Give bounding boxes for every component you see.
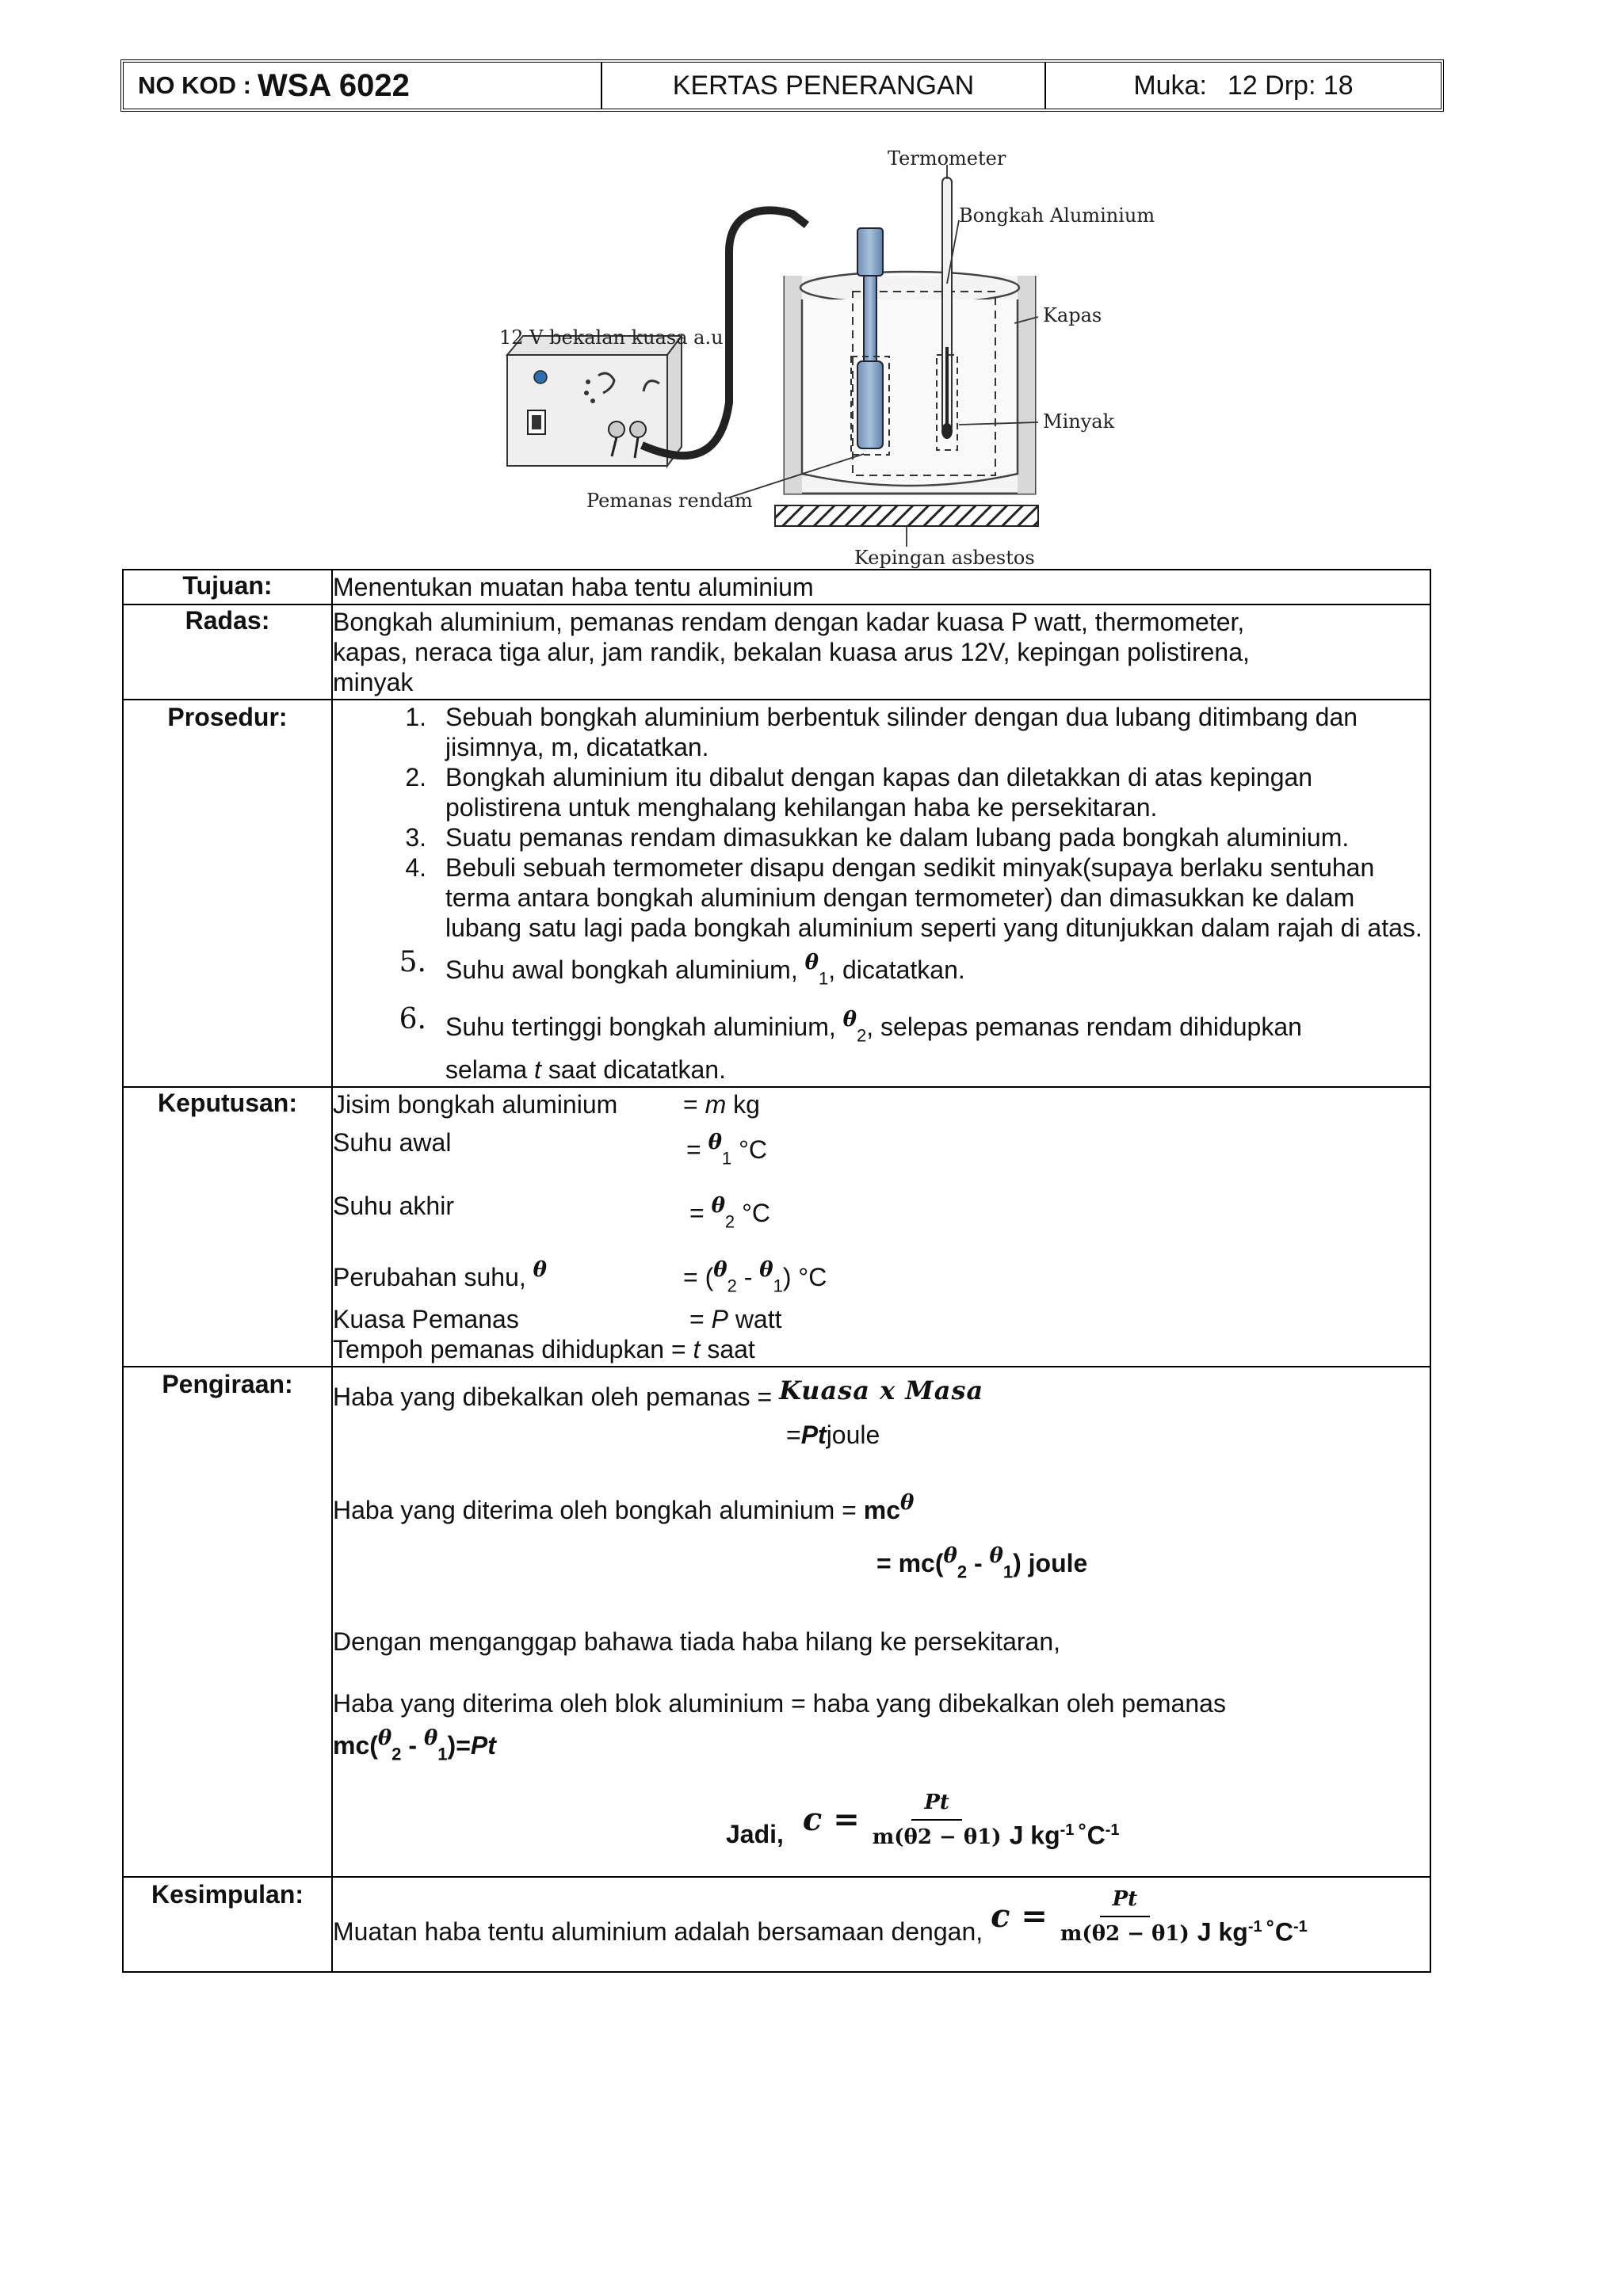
formula-unit: J $kg^{-1}$ $˚C^{-1}$ <box>1009 1821 1120 1851</box>
result-suhu-awal: Suhu awal = $^\theta_1$ °C <box>333 1127 767 1169</box>
formula-unit: J $kg^{-1}$ $˚C^{-1}$ <box>1197 1918 1308 1947</box>
document-type: KERTAS PENERANGAN <box>672 70 975 101</box>
label-termometer: Termometer <box>888 147 1006 170</box>
label-kepingan-asbestos: Kepingan asbestos <box>854 547 1035 569</box>
tujuan-label: Tujuan: <box>123 570 332 605</box>
header-page-cell <box>1046 63 1441 109</box>
theta-symbol: θ <box>708 1130 722 1154</box>
row-kesimpulan <box>123 1877 1430 1972</box>
row-prosedur <box>123 700 1430 1087</box>
theta-symbol: θ <box>711 1194 725 1219</box>
calc-line-4: = mc($^\theta_2$ - $^\theta_1$) joule <box>876 1543 1088 1582</box>
procedure-step-5: 5. Suhu awal bongkah aluminium, $^\theta_1$, dicatatkan. <box>399 946 965 989</box>
theta-symbol: θ <box>533 1257 547 1282</box>
radas-text <box>332 605 1430 700</box>
prosedur-label: Prosedur: <box>123 700 332 1087</box>
theta-symbol: θ <box>804 951 819 974</box>
calc-line-5: Dengan menganggap bahawa tiada haba hilang ke persekitaran, <box>333 1627 1061 1657</box>
header-title-cell <box>602 63 1046 109</box>
label-minyak: Minyak <box>1043 410 1115 433</box>
procedure-step-6-cont: selama t saat dicatatkan. <box>445 1055 726 1084</box>
keputusan-label: Keputusan: <box>123 1087 332 1367</box>
prosedur-content <box>332 700 1430 1087</box>
theta-symbol: θ <box>842 1008 857 1032</box>
calc-line-2: =Ptjoule <box>786 1420 880 1449</box>
document-code: WSA 6022 <box>257 67 410 103</box>
specific-heat-formula-conclusion: c = $\frac{Pt}{m(\theta 2 - \theta 1)}$ <box>991 1884 1190 1949</box>
label-pemanas-rendam: Pemanas rendam <box>586 490 753 512</box>
row-tujuan <box>123 570 1430 605</box>
pengiraan-content <box>332 1367 1430 1877</box>
radas-line-3: minyak <box>333 668 414 696</box>
page-info: 12 Drp: 18 <box>1227 70 1354 101</box>
result-suhu-akhir: Suhu akhir = $^\theta_2$ °C <box>333 1192 770 1232</box>
procedure-step-6: 6. Suhu tertinggi bongkah aluminium, $^\theta_2$, selepas pemanas rendam dihidupkan <box>399 1003 1302 1046</box>
calc-result: Jadi, c = $\frac{Pt}{m(\theta 2 - \theta 1)}$ J $kg^{-1}$ $˚C^{-1}$ <box>333 1787 1430 1852</box>
kesimpulan-text: Muatan haba tentu aluminium adalah bersamaan dengan, <box>333 1917 983 1946</box>
label-bongkah-aluminium: Bongkah Aluminium <box>959 204 1155 227</box>
calc-line-1: Haba yang dibekalkan oleh pemanas = Kuasa x Masa <box>333 1375 984 1411</box>
row-radas <box>123 605 1430 700</box>
procedure-step: 1. Sebuah bongkah aluminium berbentuk silinder dengan dua lubang ditimbang dan jisimnya, m, dicatatkan. <box>405 703 1358 761</box>
procedure-steps <box>333 702 1430 1085</box>
procedure-step: 4. Bebuli sebuah termometer disapu dengan sedikit minyak(supaya berlaku sentuhan terma antara bongkah aluminium dengan termometer) dan dimasukkan ke dalam lubang satu lagi pada bongkah aluminium seperti yang ditunjukkan dalam rajah di atas. <box>405 853 1423 942</box>
row-keputusan <box>123 1087 1430 1367</box>
kesimpulan-label: Kesimpulan: <box>123 1877 332 1972</box>
result-tempoh: Tempoh pemanas dihidupkan = t saat <box>333 1334 755 1363</box>
calc-line-3: Haba yang diterima oleh bongkah aluminium = $mc^\theta$ <box>333 1490 915 1524</box>
result-perubahan-suhu: Perubahan suhu, $^\theta$ = ($^\theta_2$ - $^\theta_1$) °C <box>333 1257 827 1295</box>
keputusan-content <box>332 1087 1430 1367</box>
procedure-step: 2. Bongkah aluminium itu dibalut dengan kapas dan diletakkan di atas kepingan polistirena untuk menghalang kehilangan haba ke persekitaran. <box>405 763 1313 822</box>
insulated-container <box>785 272 1035 494</box>
tujuan-text: Menentukan muatan haba tentu aluminium <box>332 570 1430 605</box>
no-kod-label: NO KOD : <box>138 71 251 99</box>
radas-line-1: Bongkah aluminium, pemanas rendam dengan kadar kuasa P watt, thermometer, <box>333 608 1245 636</box>
row-pengiraan <box>123 1367 1430 1877</box>
label-kapas: Kapas <box>1043 304 1102 326</box>
experiment-table <box>122 569 1431 1973</box>
result-jisim: Jisim bongkah aluminium = m kg <box>333 1089 760 1119</box>
muka-label: Muka: <box>1133 70 1207 101</box>
procedure-step: 3. Suatu pemanas rendam dimasukkan ke dalam lubang pada bongkah aluminium. <box>405 823 1350 852</box>
pengiraan-label: Pengiraan: <box>123 1367 332 1877</box>
radas-line-2: kapas, neraca tiga alur, jam randik, bekalan kuasa arus 12V, kepingan polistirena, <box>333 638 1250 666</box>
specific-heat-formula: c = $\frac{Pt}{m(\theta 2 - \theta 1)}$ <box>803 1787 1002 1852</box>
document-header <box>120 59 1444 112</box>
label-bekalan-kuasa: 12 V bekalan kuasa a.u <box>499 326 724 349</box>
header-code-cell <box>124 63 602 109</box>
kesimpulan-content <box>332 1877 1430 1972</box>
result-kuasa-pemanas: Kuasa Pemanas = P watt <box>333 1304 782 1333</box>
apparatus-diagram <box>491 141 1155 569</box>
calc-line-6: Haba yang diterima oleh blok aluminium = haba yang dibekalkan oleh pemanas <box>333 1689 1226 1718</box>
asbestos-plate <box>775 505 1038 526</box>
radas-label: Radas: <box>123 605 332 700</box>
calc-line-7: mc($^\theta_2$ - $^\theta_1$)=Pt <box>333 1726 496 1764</box>
apparatus-svg <box>491 141 1155 569</box>
